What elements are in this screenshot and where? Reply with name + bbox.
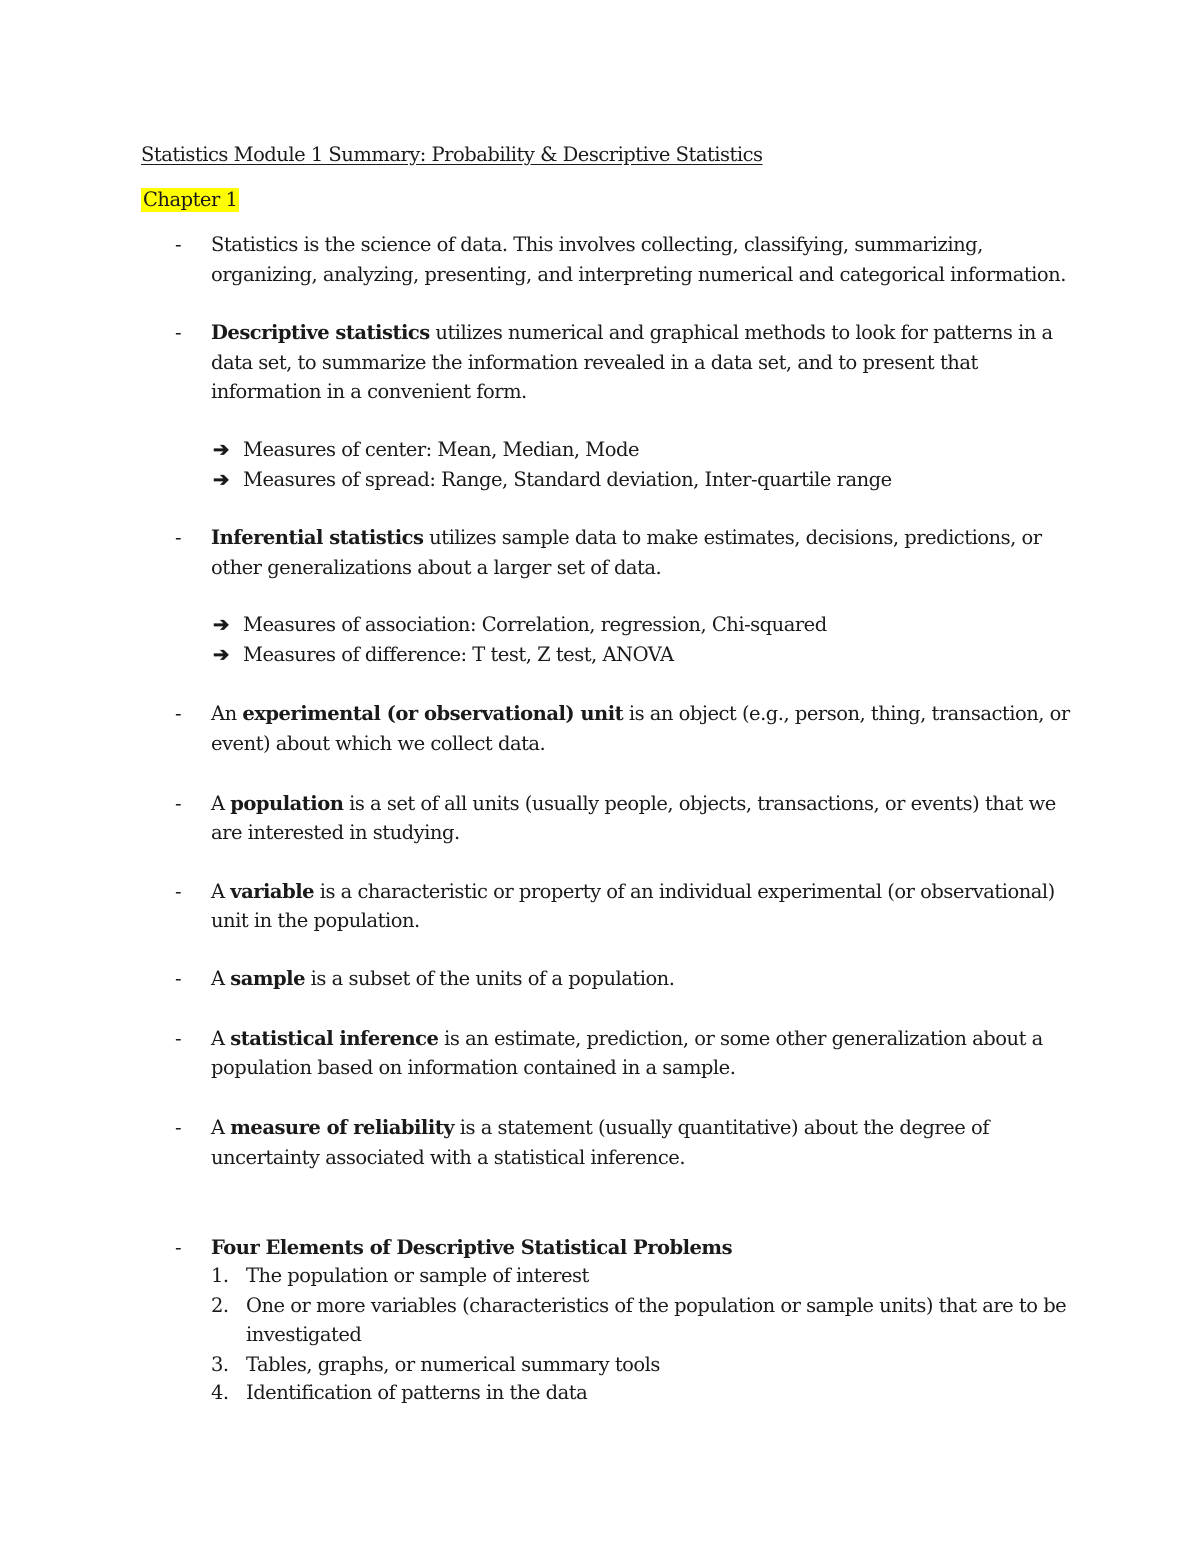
bullet-dash: - <box>175 967 182 990</box>
bullet-dash: - <box>175 321 182 344</box>
intro-line: Statistics is the science of data. This involves collecting, classifying, summarizing, <box>211 233 983 256</box>
arrow-right-icon: ➔ <box>213 438 229 461</box>
reliability-definition: A measure of reliability is a statement (usually quantitative) about the degree of <box>211 1116 989 1139</box>
experimental-unit-definition: An experimental (or observational) unit is an object (e.g., person, thing, transaction, or <box>211 702 1070 725</box>
term-statistical-inference: statistical inference <box>230 1027 439 1050</box>
reliability-line: uncertainty associated with a statistical inference. <box>211 1146 686 1169</box>
measure-item: ➔ Measures of difference: T test, Z test, ANOVA <box>213 643 674 666</box>
list-number: 1. <box>211 1264 229 1287</box>
bullet-dash: - <box>175 702 182 725</box>
descriptive-definition: Descriptive statistics utilizes numerical and graphical methods to look for patterns in a <box>211 321 1053 344</box>
bullet-dash: - <box>175 1027 182 1050</box>
arrow-right-icon: ➔ <box>213 468 229 491</box>
variable-definition: A variable is a characteristic or property of an individual experimental (or observational) <box>211 880 1055 903</box>
list-number: 4. <box>211 1381 229 1404</box>
list-item: One or more variables (characteristics of the population or sample units) that are to be <box>246 1294 1067 1317</box>
term-variable: variable <box>230 880 315 903</box>
arrow-right-icon: ➔ <box>213 613 229 636</box>
list-number: 2. <box>211 1294 229 1317</box>
term-inferential-statistics: Inferential statistics <box>211 526 424 549</box>
descriptive-line: information in a convenient form. <box>211 380 527 403</box>
variable-line: unit in the population. <box>211 909 420 932</box>
population-definition: A population is a set of all units (usually people, objects, transactions, or events) that we <box>211 792 1056 815</box>
list-item-continuation: investigated <box>246 1323 362 1346</box>
four-elements-heading: Four Elements of Descriptive Statistical Problems <box>211 1236 733 1259</box>
bullet-dash: - <box>175 233 182 256</box>
bullet-dash: - <box>175 880 182 903</box>
intro-line: organizing, analyzing, presenting, and interpreting numerical and categorical information. <box>211 263 1066 286</box>
bullet-dash: - <box>175 526 182 549</box>
population-line: are interested in studying. <box>211 821 460 844</box>
term-experimental-unit: experimental (or observational) unit <box>242 702 624 725</box>
arrow-right-icon: ➔ <box>213 643 229 666</box>
experimental-unit-line: event) about which we collect data. <box>211 732 546 755</box>
list-number: 3. <box>211 1353 229 1376</box>
statistical-inference-definition: A statistical inference is an estimate, prediction, or some other generalization about a <box>211 1027 1043 1050</box>
measure-item: ➔ Measures of center: Mean, Median, Mode <box>213 438 640 461</box>
bullet-dash: - <box>175 1236 182 1259</box>
measure-item: ➔ Measures of spread: Range, Standard deviation, Inter-quartile range <box>213 468 892 491</box>
chapter-heading: Chapter 1 <box>143 188 238 211</box>
inferential-line: other generalizations about a larger set of data. <box>211 556 662 579</box>
term-sample: sample <box>230 967 305 990</box>
list-item: Tables, graphs, or numerical summary tools <box>246 1353 660 1376</box>
sample-definition: A sample is a subset of the units of a population. <box>211 967 675 990</box>
statistical-inference-line: population based on information contained in a sample. <box>211 1056 736 1079</box>
list-item: The population or sample of interest <box>246 1264 589 1287</box>
bullet-dash: - <box>175 792 182 815</box>
term-measure-of-reliability: measure of reliability <box>230 1116 455 1139</box>
term-descriptive-statistics: Descriptive statistics <box>211 321 430 344</box>
bullet-dash: - <box>175 1116 182 1139</box>
list-item: Identification of patterns in the data <box>246 1381 588 1404</box>
measure-item: ➔ Measures of association: Correlation, regression, Chi-squared <box>213 613 827 636</box>
term-population: population <box>230 792 344 815</box>
document-title: Statistics Module 1 Summary: Probability & Descriptive Statistics <box>141 143 763 166</box>
descriptive-line: data set, to summarize the information revealed in a data set, and to present that <box>211 351 978 374</box>
inferential-definition: Inferential statistics utilizes sample data to make estimates, decisions, predictions, or <box>211 526 1042 549</box>
